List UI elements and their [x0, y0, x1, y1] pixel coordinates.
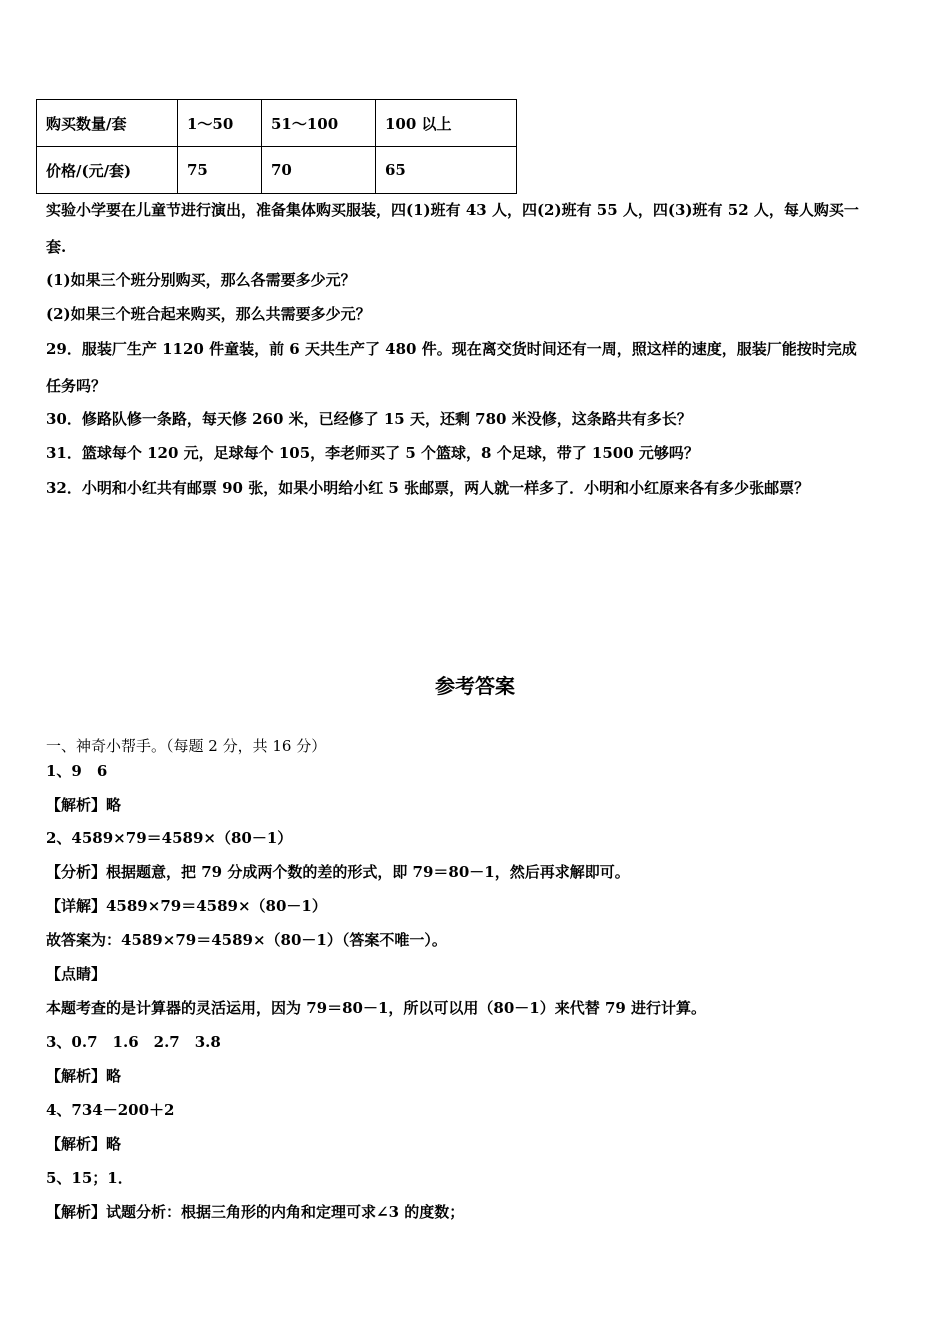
- answer-2-detail: 【详解】4589×79＝4589×（80－1）: [46, 897, 327, 915]
- problem-30-text: 30．修路队修一条路，每天修 260 米，已经修了 15 天，还剩 780 米没修，这条路共有多长？: [46, 410, 692, 428]
- answer-4-note: 【解析】略: [46, 1135, 122, 1153]
- answer-1-note: 【解析】略: [46, 796, 122, 814]
- answers-title: 参考答案: [435, 674, 515, 698]
- table-cell: 购买数量/套: [37, 100, 178, 147]
- problem-28-question-1: (1)如果三个班分别购买，那么各需要多少元？: [46, 271, 356, 289]
- problem-28-text-cont: 套.: [46, 238, 67, 256]
- answer-2-analysis: 【分析】根据题意，把 79 分成两个数的差的形式，即 79＝80－1，然后再求解即可。: [46, 863, 630, 881]
- table-cell: 65: [376, 147, 517, 194]
- table-cell: 100 以上: [376, 100, 517, 147]
- answer-2-comment: 本题考查的是计算器的灵活运用，因为 79＝80－1，所以可以用（80－1）来代替 79 进行计算。: [46, 999, 707, 1017]
- answer-5-note: 【解析】试题分析：根据三角形的内角和定理可求∠3 的度数；: [46, 1203, 465, 1221]
- answer-2: 2、4589×79＝4589×（80－1）: [46, 829, 293, 847]
- price-table: [36, 99, 517, 194]
- table-cell: 70: [262, 147, 376, 194]
- problem-29-text: 29．服装厂生产 1120 件童装，前 6 天共生产了 480 件。现在离交货时间还有一周，照这样的速度，服装厂能按时完成: [46, 340, 857, 358]
- problem-28-question-2: (2)如果三个班合起来购买，那么共需要多少元？: [46, 305, 371, 323]
- table-cell: 1～50: [178, 100, 262, 147]
- answer-5: 5、15；1．: [46, 1169, 133, 1187]
- table-row: [37, 100, 517, 147]
- table-cell: 价格/(元/套): [37, 147, 178, 194]
- problem-28-text: 实验小学要在儿童节进行演出，准备集体购买服装，四(1)班有 43 人，四(2)班有 55 人，四(3)班有 52 人，每人购买一: [46, 201, 859, 219]
- answer-1: 1、9 6: [46, 762, 108, 780]
- answer-4: 4、734－200＋2: [46, 1101, 175, 1119]
- answer-2-comment-label: 【点睛】: [46, 965, 107, 983]
- table-cell: 51～100: [262, 100, 376, 147]
- problem-29-text-cont: 任务吗？: [46, 377, 107, 395]
- problem-32-text: 32．小明和小红共有邮票 90 张，如果小明给小红 5 张邮票，两人就一样多了．小明和小红原来各有多少张邮票？: [46, 479, 810, 497]
- answers-section-heading: 一、神奇小帮手。（每题 2 分，共 16 分）: [46, 737, 327, 755]
- table-cell: 75: [178, 147, 262, 194]
- problem-31-text: 31．篮球每个 120 元，足球每个 105，李老师买了 5 个篮球，8 个足球，带了 1500 元够吗？: [46, 444, 699, 462]
- answer-3: 3、0.7 1.6 2.7 3.8: [46, 1033, 221, 1051]
- table-row: [37, 147, 517, 194]
- answer-3-note: 【解析】略: [46, 1067, 122, 1085]
- answer-2-conclusion: 故答案为：4589×79＝4589×（80－1）（答案不唯一）。: [46, 931, 447, 949]
